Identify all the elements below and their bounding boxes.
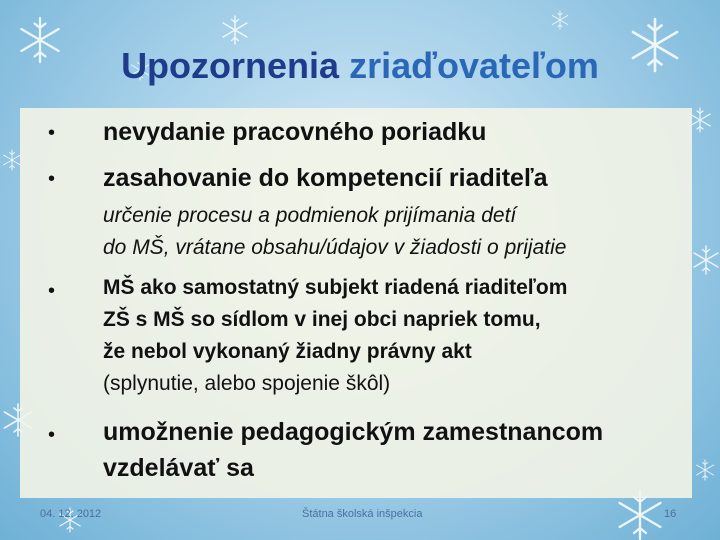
bullet-4: •	[48, 424, 56, 446]
content-panel	[20, 108, 692, 498]
bullet-4-line-2: vzdelávať sa	[103, 454, 254, 482]
bullet-3-line-3: že nebol vykonaný žiadny právny akt	[103, 340, 472, 363]
bullet-3: •	[48, 280, 56, 302]
footer-page-number: 16	[664, 508, 677, 520]
bullet-4-line-1: umožnenie pedagogickým zamestnancom	[103, 418, 604, 446]
bullet-2-text: zasahovanie do kompetencií riaditeľa	[103, 164, 548, 192]
bullet-3-intro-line-1: určenie procesu a podmienok prijímania detí	[103, 204, 517, 227]
bullet-3-line-1: MŠ ako samostatný subjekt riadená riaditeľom	[103, 276, 568, 299]
slide-title	[0, 44, 720, 88]
bullet-3-line-2: ZŠ s MŠ so sídlom v inej obci napriek tomu,	[103, 308, 541, 331]
bullet-3-line-4: (splynutie, alebo spojenie škôl)	[103, 372, 391, 395]
footer-date: 04. 12. 2012	[40, 508, 102, 520]
bullet-1-text: nevydanie pracovného poriadku	[103, 118, 487, 146]
bullet-3-intro-line-2: do MŠ, vrátane obsahu/údajov v žiadosti o prijatie	[103, 236, 567, 259]
title-part-2: zriaďovateľom	[349, 45, 599, 86]
bullet-1: •	[48, 122, 56, 144]
title-part-1: Upozornenia	[121, 45, 340, 86]
footer-organization: Štátna školská inšpekcia	[302, 508, 423, 520]
bullet-2: •	[48, 168, 56, 190]
